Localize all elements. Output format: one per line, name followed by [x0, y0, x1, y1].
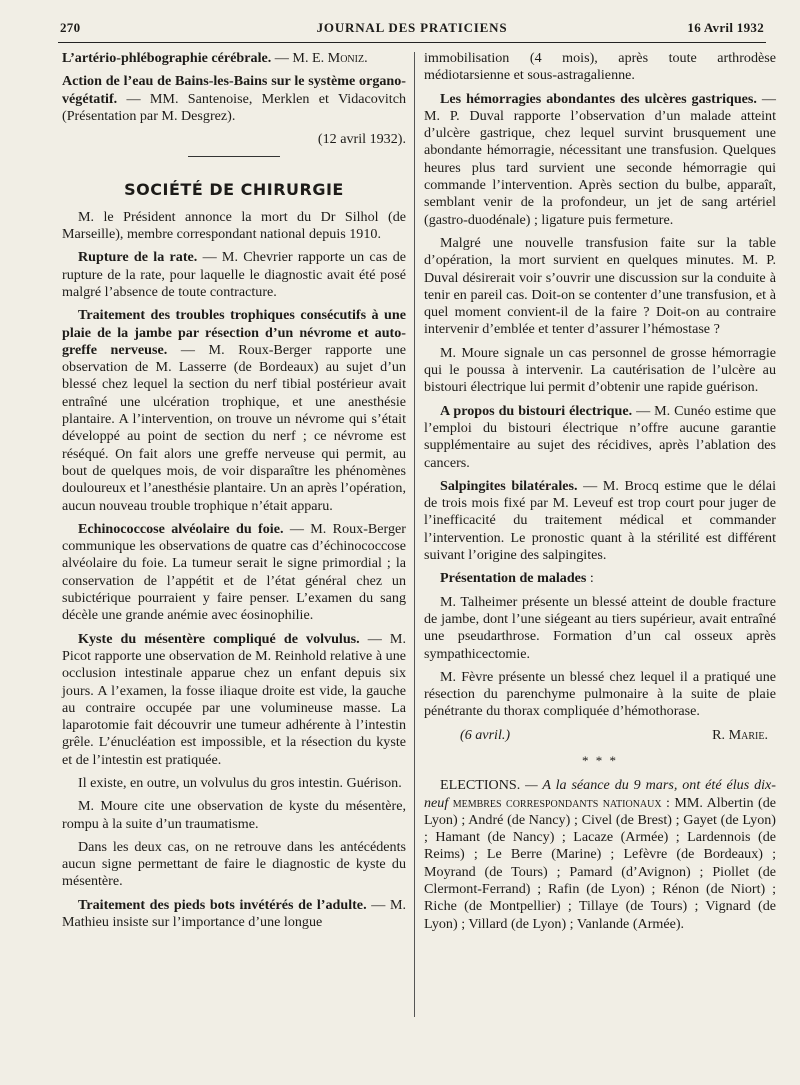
paragraph-moure-kyste: M. Moure cite une observation de kyste du mésentère, rompu à la suite d’un traumatisme.	[62, 798, 406, 832]
left-column	[62, 50, 406, 937]
article-troubles-trophiques: Traitement des troubles trophiques consécutifs à une plaie de la jambe par résection d’un névrome et auto-greffe nerveuse. — M. Roux-Berger rapporte une observation de M. Lasserre (de Bordeaux) au sujet d’un blessé chez lequel la section du nerf tibial postérieur avait entraîné une ulcération trophique, et une anesthésie plantaire. A l’intervention, on trouve un névrome qui s’était développé au point de section du nerf ; ce névrome est réséqué. On fait alors une greffe nerveuse qui permit, au bout de quelques mois, de voir disparaître les phénomènes douloureux et l’anesthésie plantaire. Un an après l’opération, aucun nouveau trouble trophique n’était apparu.	[62, 307, 406, 514]
section-rule	[188, 156, 280, 157]
article-echinococcose: Echinococcose alvéolaire du foie. — M. Roux-Berger communique les observations de quatre cas d’échinococcose alvéolaire du foie. La tumeur serait le signe primordial ; la conservation de l’appétit et de l’état général chez un subictérique pourraient y faire penser. L’examen du sang décèle une grande anémie avec éosinophilie.	[62, 520, 406, 624]
heading-presentation-malades: Présentation de malades :	[440, 570, 594, 587]
paragraph-transfusion: Malgré une nouvelle transfusion faite sur la table d’opération, la mort survient en quelques minutes. M. P. Duval désirerait voir s’ouvrir une discussion sur la conduite à tenir en pareil cas. Doit-on se contenter d’une transfusion, et à quel moment convient-il de la faire ? Doit-on au contraire intervenir d’emblée et tenter d’assurer l’hémostase ?	[424, 234, 776, 338]
paragraph-moure-hemorragie: M. Moure signale un cas personnel de grosse hémorragie qui le poussa à intervenir. La cautérisation de l’ulcère au bistouri électrique lui permit d’obtenir une rapide guérison.	[424, 344, 776, 396]
paragraph-fevre: M. Fèvre présente un blessé chez lequel il a pratiqué une résection du parenchyme pulmonaire à la suite de plaie pénétrante du thorax compliquée d’hémothorase.	[424, 668, 776, 720]
journal-title: JOURNAL DES PRATICIENS	[316, 20, 508, 35]
issue-date: 16 Avril 1932	[687, 20, 764, 35]
paragraph-talheimer: M. Talheimer présente un blessé atteint de double fracture de jambe, dont l’une siégeant au tiers supérieur, avait entraîné une pseudarthrose. Formation d’un cal osseux après sympathicectomie.	[424, 593, 776, 662]
president-announcement: M. le Président annonce la mort du Dr Silhol (de Marseille), membre correspondant national depuis 1910.	[62, 208, 406, 243]
article-arteriophlebographie: L’artério-phlébographie cérébrale. — M. E. Moniz.	[62, 50, 368, 66]
article-bistouri: A propos du bistouri électrique. — M. Cunéo estime que l’emploi du bistouri électrique n’offre aucune garantie supplémentaire au sujet des récidives, après l’ablation des cancers.	[424, 402, 776, 471]
paragraph-deux-cas: Dans les deux cas, on ne retrouve dans les antécédents aucun signe permettant de faire le diagnostic de kyste du mésentère.	[62, 838, 406, 890]
communication-date: (12 avril 1932).	[317, 131, 406, 148]
article-bains-les-bains: Action de l’eau de Bains-les-Bains sur le système organo-végétatif. — MM. Santenoise, Merklen et Vidacovitch (Présentation par M. Desgrez).	[62, 73, 406, 124]
article-kyste-mesentere: Kyste du mésentère compliqué de volvulus. — M. Picot rapporte une observation de M. Reinhold relative à une occlusion intestinale apparue chez un enfant depuis six jours. A l’examen, la fosse iliaque droite est vide, la gauche au contraire occupée par une volumineuse masse. La laparotomie fait découvrir une tumeur adhérente à l’intestin grêle. L’énucléation est impossible, et la résection du kyste et de l’intestin est pratiquée.	[62, 630, 406, 768]
separator-asterisks: * * *	[582, 752, 618, 768]
page-number: 270	[60, 20, 81, 35]
right-column	[424, 50, 776, 939]
article-pieds-bots: Traitement des pieds bots invétérés de l’adulte. — M. Mathieu insiste sur l’importance d’une longue	[62, 896, 406, 931]
elections-notice: ELECTIONS. — A la séance du 9 mars, ont été élus dix-neuf membres correspondants nationaux : MM. Albertin (de Lyon) ; André (de Nancy) ; Civel (de Brest) ; Gayet (de Lyon) ; Hamant (de Nancy) ; Lacaze (Armée) ; Lardennois (de Reims) ; Le Berre (Marine) ; Lefèvre (de Bordeaux) ; Moyrand (de Tours) ; Pamard (d’Avignon) ; Piollet (de Clermont-Ferrand) ; Rafin (de Lyon) ; Rénon (de Niort) ; Riche (de Montpellier) ; Tillaye (de Tours) ; Vignard (de Lyon) ; Villard (de Lyon) ; Vanlande (Armée).	[424, 777, 776, 932]
column-divider	[414, 52, 415, 1017]
paragraph-immobilisation: immobilisation (4 mois), après toute arthrodèse médiotarsienne et sous-astragalienne.	[424, 50, 776, 84]
signature-line	[424, 727, 776, 744]
article-hemorragies: Les hémorragies abondantes des ulcères gastriques. — M. P. Duval rapporte l’observation d’un malade atteint d’ulcère gastrique, chez lequel survint brusquement une abondante hémorragie, nécessitant une transfusion. Quelques heures plus tard survient une seconde hémorragie qui commande l’intervention. Après section du bulbe, apparaît, semblant venir de la profondeur, un jet de sang artériel (gastro-duodénale) ; ligature puis fermeture.	[424, 90, 776, 228]
signature-name: R. Marie.	[712, 726, 768, 743]
section-title: SOCIÉTÉ DE CHIRURGIE	[124, 180, 344, 200]
article-rupture-rate: Rupture de la rate. — M. Chevrier rapporte un cas de rupture de la rate, pour laquelle le diagnostic avait été posé malgré l’absence de toute contracture.	[62, 249, 407, 300]
paragraph-volvulus: Il existe, en outre, un volvulus du gros intestin. Guérison.	[78, 774, 402, 791]
signature-date: (6 avril.)	[460, 726, 511, 743]
article-salpingites: Salpingites bilatérales. — M. Brocq estime que le délai de trois mois fixé par M. Leveuf est trop court pour juger de l’inefficacité du traitement médical et commander l’intervention. Le pronostic quant à la stérilité est différent suivant l’origine des salpingites.	[424, 477, 776, 564]
running-header	[58, 14, 766, 43]
